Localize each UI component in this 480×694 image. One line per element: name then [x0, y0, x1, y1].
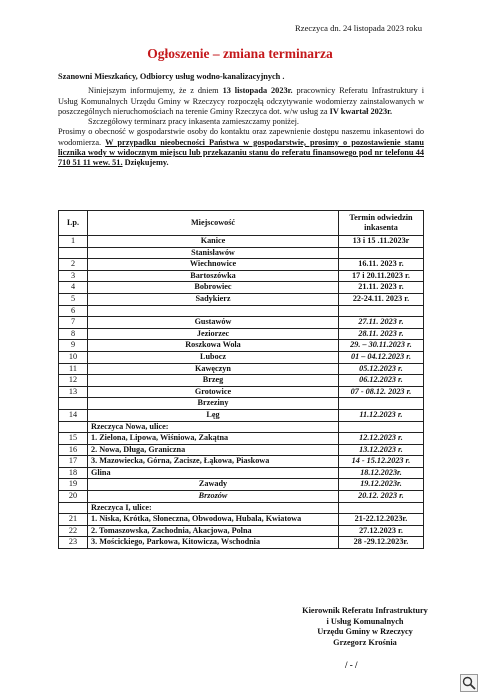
row-lp — [59, 502, 88, 514]
signature-line-4: Grzegorz Krośnia — [333, 637, 397, 647]
row-lp: 12 — [59, 375, 88, 387]
row-place: 1. Zielona, Lipowa, Wiśniowa, Zakątna — [88, 433, 339, 445]
row-lp: 2 — [59, 259, 88, 271]
row-place: 3. Mościckiego, Parkowa, Kitowicza, Wschodnia — [88, 537, 339, 549]
signature-line-1: Kierownik Referatu Infrastruktury — [302, 606, 428, 615]
zoom-magnifier-icon[interactable] — [460, 674, 478, 692]
row-place: Grotowice — [88, 386, 339, 398]
row-term: 28 -29.12.2023r. — [339, 537, 424, 549]
table-row — [59, 259, 424, 271]
row-lp: 9 — [59, 340, 88, 352]
signature-line-3: Urzędu Gminy w Rzeczycy — [317, 627, 413, 636]
row-lp: 21 — [59, 514, 88, 526]
row-term: 12.12.2023 r. — [339, 433, 424, 445]
row-lp: 17 — [59, 456, 88, 468]
table-row — [59, 375, 424, 387]
row-lp: 1 — [59, 236, 88, 248]
row-term: 27.12.2023 r. — [339, 525, 424, 537]
row-term: 16.11. 2023 r. — [339, 259, 424, 271]
row-place: Brzeziny — [88, 398, 339, 410]
greeting: Szanowni Mieszkańcy, Odbiorcy usług wodno-kanalizacyjnych . — [58, 72, 285, 81]
row-term: 20.12. 2023 r. — [339, 491, 424, 503]
table-row — [59, 293, 424, 305]
signature-block — [290, 606, 440, 648]
table-row — [59, 456, 424, 468]
table-row — [59, 282, 424, 294]
row-lp — [59, 247, 88, 259]
row-term: 21.11. 2023 r. — [339, 282, 424, 294]
table-row — [59, 398, 424, 410]
row-lp: 4 — [59, 282, 88, 294]
row-lp: 18 — [59, 467, 88, 479]
paragraph-3: Prosimy o obecność w gospodarstwie osoby do kontaktu oraz zapewnienie dostępu naszemu inkasentowi do wodomierza. W przypadku nieobecności Państwa w gospodarstwie, prosimy o pozostawienie stanu licznika wody w widocznym miejscu lub przekazaniu stanu do referatu finansowego pod nr telefonu 44 710 51 11 wew. 51. Dziękujemy. — [58, 127, 424, 168]
row-term: 11.12.2023 r. — [339, 409, 424, 421]
row-lp: 7 — [59, 317, 88, 329]
row-term — [339, 398, 424, 410]
paragraph-1: Niniejszym informujemy, że z dniem 13 listopada 2023r. pracownicy Referatu Infrastruktury i Usług Komunalnych Urzędu Gminy w Rzeczycy rozpoczęłą odczytywanie wodomierzy zainstalowanych w poszczególnych nieruchomościach na terenie Gminy Rzeczyca dot. w/w usług za IV kwartał 2023r. — [58, 86, 425, 116]
table-row — [59, 444, 424, 456]
row-lp: 20 — [59, 491, 88, 503]
row-term: 29. – 30.11.2023 r. — [339, 340, 424, 352]
table-row — [59, 514, 424, 526]
header-place: Miejscowość — [88, 211, 339, 236]
row-place: Sadykierz — [88, 293, 339, 305]
row-term — [339, 502, 424, 514]
header-term: Termin odwiedzin inkasenta — [339, 211, 424, 236]
row-term: 05.12.2023 r. — [339, 363, 424, 375]
table-row — [59, 491, 424, 503]
header-lp: Lp. — [59, 211, 88, 236]
row-lp: 19 — [59, 479, 88, 491]
row-place: Brzozów — [88, 491, 339, 503]
row-place: Glina — [88, 467, 339, 479]
row-term — [339, 305, 424, 317]
table-row — [59, 340, 424, 352]
row-place: Stanisławów — [88, 247, 339, 259]
table-row — [59, 502, 424, 514]
row-place: Gustawów — [88, 317, 339, 329]
document-date: Rzeczyca dn. 24 listopada 2023 roku — [295, 23, 422, 33]
row-lp: 5 — [59, 293, 88, 305]
table-row — [59, 236, 424, 248]
row-place: Lęg — [88, 409, 339, 421]
table-row — [59, 363, 424, 375]
row-place: Lubocz — [88, 351, 339, 363]
row-lp: 14 — [59, 409, 88, 421]
row-term — [339, 421, 424, 433]
paragraph-2: Szczegółowy terminarz pracy inkasenta zamieszczamy poniżej. — [88, 117, 300, 127]
row-place: Wiechnowice — [88, 259, 339, 271]
row-place: Brzeg — [88, 375, 339, 387]
row-term: 22-24.11. 2023 r. — [339, 293, 424, 305]
row-lp: 15 — [59, 433, 88, 445]
row-term: 07 - 08.12. 2023 r. — [339, 386, 424, 398]
signature-line-2: i Usług Komunalnych — [326, 616, 404, 626]
row-lp: 23 — [59, 537, 88, 549]
row-lp: 6 — [59, 305, 88, 317]
row-place: Rzeczyca I, ulice: — [88, 502, 339, 514]
row-place: Kawęczyn — [88, 363, 339, 375]
row-lp: 10 — [59, 351, 88, 363]
row-term: 17 i 20.11.2023 r. — [339, 270, 424, 282]
row-term: 06.12.2023 r. — [339, 375, 424, 387]
row-lp: 22 — [59, 525, 88, 537]
row-place: 1. Niska, Krótka, Słoneczna, Obwodowa, Hubala, Kwiatowa — [88, 514, 339, 526]
row-place: Roszkowa Wola — [88, 340, 339, 352]
row-place: Zawady — [88, 479, 339, 491]
page-number: / - / — [345, 660, 358, 670]
row-place: Bobrowiec — [88, 282, 339, 294]
table-row — [59, 409, 424, 421]
row-term: 18.12.2023r. — [339, 467, 424, 479]
table-row — [59, 537, 424, 549]
row-term: 14 - 15.12.2023 r. — [339, 456, 424, 468]
row-term — [339, 247, 424, 259]
table-row — [59, 479, 424, 491]
row-term: 13.12.2023 r. — [339, 444, 424, 456]
row-place: Jeziorzec — [88, 328, 339, 340]
table-row — [59, 421, 424, 433]
row-lp: 3 — [59, 270, 88, 282]
row-term: 28.11. 2023 r. — [339, 328, 424, 340]
row-lp: 16 — [59, 444, 88, 456]
table-row — [59, 351, 424, 363]
row-place: 3. Mazowiecka, Górna, Zacisze, Łąkowa, Piaskowa — [88, 456, 339, 468]
table-row — [59, 525, 424, 537]
row-term: 01 – 04.12.2023 r. — [339, 351, 424, 363]
row-term: 19.12.2023r. — [339, 479, 424, 491]
row-lp: 13 — [59, 386, 88, 398]
table-row — [59, 247, 424, 259]
row-place: 2. Nowa, Długa, Graniczna — [88, 444, 339, 456]
row-place — [88, 305, 339, 317]
table-row — [59, 433, 424, 445]
row-term: 21-22.12.2023r. — [339, 514, 424, 526]
row-lp: 8 — [59, 328, 88, 340]
schedule-table-body — [59, 236, 424, 549]
table-row — [59, 467, 424, 479]
table-row — [59, 270, 424, 282]
table-row — [59, 328, 424, 340]
announcement-body — [58, 72, 424, 169]
table-row — [59, 317, 424, 329]
row-term: 13 i 15 .11.2023r — [339, 236, 424, 248]
row-lp — [59, 421, 88, 433]
row-lp — [59, 398, 88, 410]
table-row — [59, 305, 424, 317]
row-place: Rzeczyca Nowa, ulice: — [88, 421, 339, 433]
row-place: 2. Tomaszowska, Zachodnia, Akacjowa, Polna — [88, 525, 339, 537]
table-header-row — [59, 211, 424, 236]
schedule-table — [58, 210, 424, 549]
row-place: Kanice — [88, 236, 339, 248]
row-lp: 11 — [59, 363, 88, 375]
row-term: 27.11. 2023 r. — [339, 317, 424, 329]
document-title: Ogłoszenie – zmiana terminarza — [147, 46, 333, 61]
table-row — [59, 386, 424, 398]
row-place: Bartoszówka — [88, 270, 339, 282]
